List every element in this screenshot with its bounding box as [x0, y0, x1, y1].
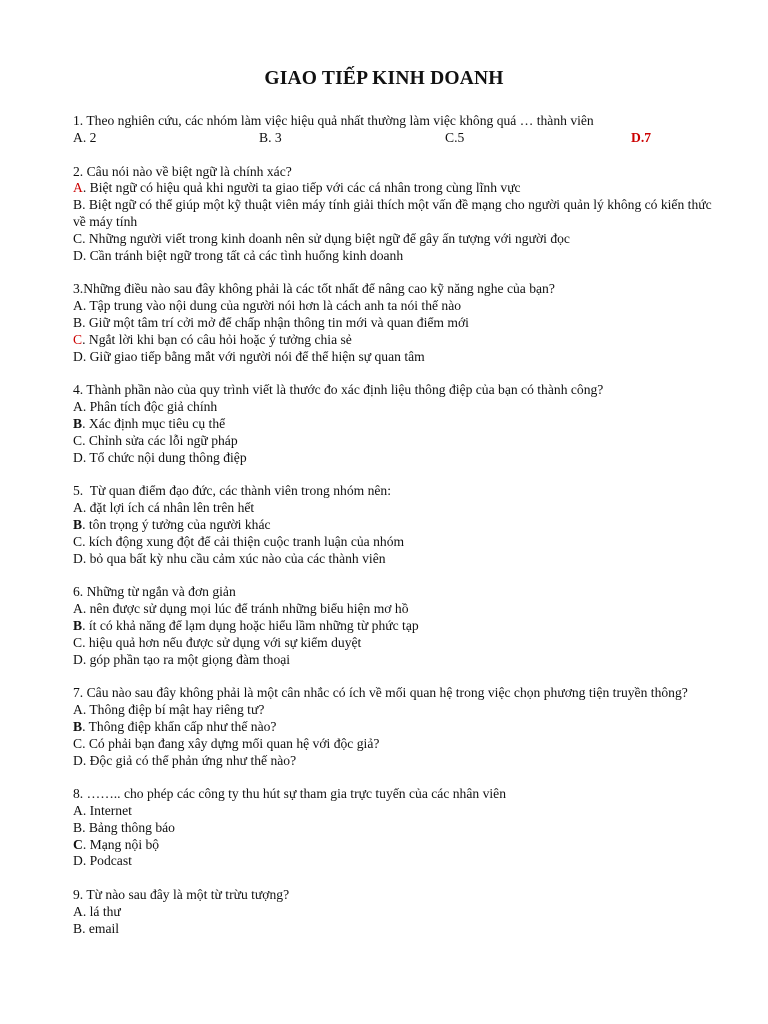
option-d: D. Tổ chức nội dung thông điệp [73, 449, 247, 465]
answer-letter: A [73, 180, 83, 196]
option-b: B. Biệt ngữ có thể giúp một kỹ thuật viên máy tính giải thích một vấn đề mạng cho người quản lý không có kiến thức về máy tính [73, 197, 712, 229]
option-c: C. hiệu quả hơn nếu được sử dụng với sự kiểm duyệt [73, 634, 362, 650]
option-c: C. Chỉnh sửa các lỗi ngữ pháp [73, 432, 238, 448]
option-c: C. kích động xung đột để cải thiện cuộc tranh luận của nhóm [73, 533, 405, 549]
question-1 [73, 113, 713, 147]
question-2 [73, 164, 713, 265]
question-8 [73, 786, 713, 870]
answer-letter: C [73, 331, 83, 347]
option-b [73, 618, 713, 635]
question-7 [73, 685, 713, 769]
question-9-text: 9. Từ nào sau đây là một từ trừu tượng? [73, 887, 290, 903]
option-text: . ít có khả năng để lạm dụng hoặc hiểu lầm những từ phức tạp [82, 617, 419, 633]
question-2-text: 2. Câu nói nào về biệt ngữ là chính xác? [73, 163, 292, 179]
option-a: A. Phân tích độc giả chính [73, 399, 218, 415]
question-4-text: 4. Thành phần nào của quy trình viết là thước đo xác định liệu thông điệp của bạn có thành công? [73, 382, 604, 398]
option-a: A. Tập trung vào nội dung của người nói hơn là cách anh ta nói thế nào [73, 298, 462, 314]
question-9 [73, 887, 713, 937]
option-a: A. lá thư [73, 904, 121, 920]
option-text: . Thông điệp khẩn cấp như thế nào? [82, 718, 277, 734]
option-text: . Ngắt lời khi bạn có câu hỏi hoặc ý tưởng chia sẻ [82, 331, 352, 347]
option-b: B. Bảng thông báo [73, 819, 175, 835]
answer-letter: B [73, 617, 83, 633]
question-7-text: 7. Câu nào sau đây không phải là một cân nhắc có ích về mối quan hệ trong việc chọn phương tiện truyền thông? [73, 685, 688, 701]
question-1-text: 1. Theo nghiên cứu, các nhóm làm việc hiệu quả nhất thường làm việc không quá … thành viên [73, 113, 594, 128]
option-c [73, 837, 713, 854]
question-1-options [73, 130, 713, 147]
option-a [73, 180, 713, 197]
answer-letter: B [73, 718, 83, 734]
option-b [73, 416, 713, 433]
option-text: . Mạng nội bộ [82, 836, 160, 852]
option-c: C. Có phải bạn đang xây dựng mối quan hệ với độc giả? [73, 735, 380, 751]
option-b: B. email [73, 920, 120, 936]
question-5-text: 5. Từ quan điểm đạo đức, các thành viên trong nhóm nên: [73, 483, 391, 499]
option-d: D. bỏ qua bất kỳ nhu cầu cảm xúc nào của các thành viên [73, 550, 386, 566]
option-d: D. Giữ giao tiếp bằng mắt với người nói để thể hiện sự quan tâm [73, 348, 425, 364]
question-8-text: 8. …….. cho phép các công ty thu hút sự tham gia trực tuyến của các nhân viên [73, 786, 506, 802]
option-a: A. đặt lợi ích cá nhân lên trên hết [73, 500, 255, 516]
option-b [73, 719, 713, 736]
option-d: D. Podcast [73, 853, 132, 869]
option-a: A. Thông điệp bí mật hay riêng tư? [73, 702, 265, 718]
option-a: A. nên được sử dụng mọi lúc để tránh những biểu hiện mơ hồ [73, 601, 409, 617]
question-6 [73, 584, 713, 668]
question-3-text: 3.Những điều nào sau đây không phải là các tốt nhất để nâng cao kỹ năng nghe của bạn? [73, 281, 555, 297]
option-text: . Xác định mục tiêu cụ thể [82, 415, 226, 431]
question-4 [73, 382, 713, 466]
question-5 [73, 483, 713, 567]
option-c: C. Những người viết trong kinh doanh nên sử dụng biệt ngữ để gây ấn tượng với người đọc [73, 230, 570, 246]
page-title: GIAO TIẾP KINH DOANH [264, 68, 504, 89]
option-d: D. Độc giả có thể phản ứng như thế nào? [73, 752, 297, 768]
answer-letter: B [73, 415, 83, 431]
option-b: B. Giữ một tâm trí cởi mở để chấp nhận thông tin mới và quan điểm mới [73, 314, 469, 330]
option-d: D. góp phần tạo ra một giọng đàm thoại [73, 651, 291, 667]
option-c [73, 332, 713, 349]
option-text: . Biệt ngữ có hiệu quả khi người ta giao tiếp với các cá nhân trong cùng lĩnh vực [82, 180, 521, 196]
question-list [73, 113, 713, 955]
answer-letter: C [73, 836, 83, 852]
answer-letter: B [73, 516, 83, 532]
option-d: D. Cần tránh biệt ngữ trong tất cả các tình huống kinh doanh [73, 247, 404, 263]
question-6-text: 6. Những từ ngắn và đơn giản [73, 584, 236, 600]
option-a: A. 2 [73, 129, 97, 145]
option-a: A. Internet [73, 803, 132, 819]
option-b [73, 517, 713, 534]
option-d-answer: D.7 [631, 129, 652, 145]
option-text: . tôn trọng ý tưởng của người khác [82, 516, 271, 532]
question-3 [73, 281, 713, 365]
option-b: B. 3 [259, 129, 282, 145]
option-c: C.5 [445, 129, 465, 145]
